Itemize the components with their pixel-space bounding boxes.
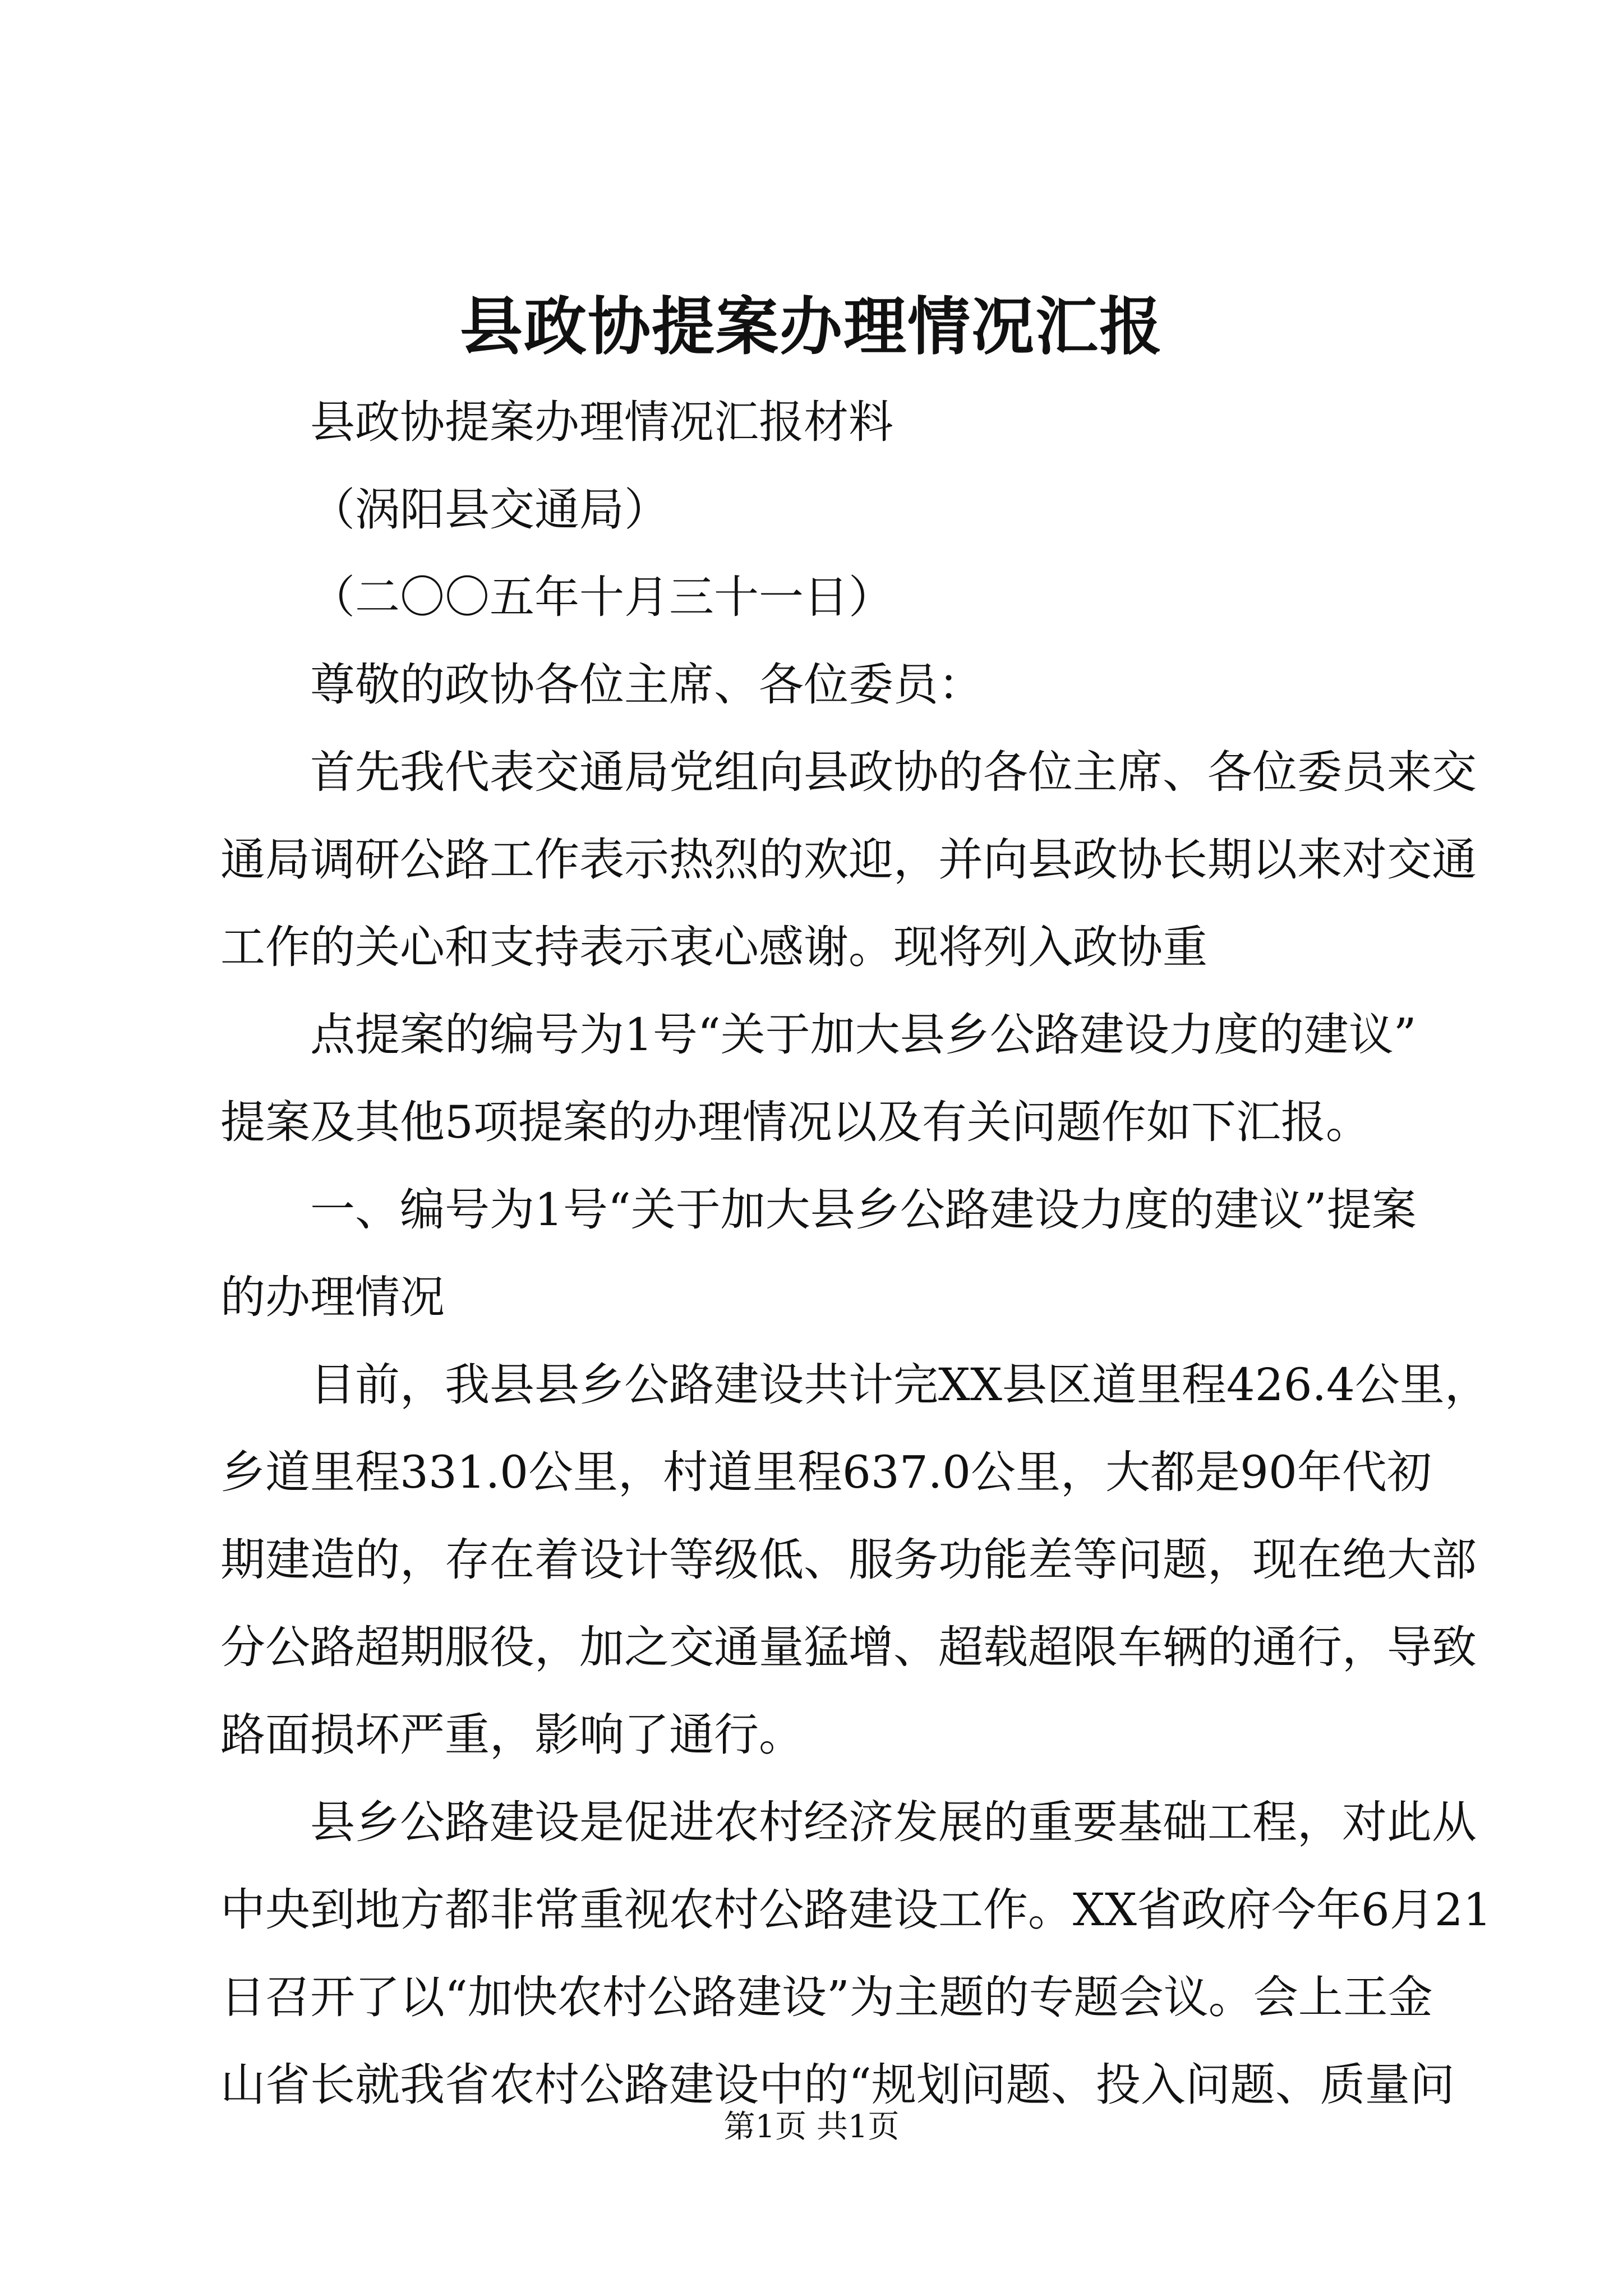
document-body [220, 379, 1492, 2129]
body-line: 首先我代表交通局党组向县政协的各位主席、各位委员来交 [310, 746, 1477, 798]
body-line: （二〇〇五年十月三十一日） [310, 571, 893, 623]
body-line: 的办理情况 [220, 1271, 445, 1323]
body-line: 通局调研公路工作表示热烈的欢迎，并向县政协长期以来对交通 [220, 834, 1477, 886]
page-footer: 第1页 共1页 [723, 2109, 900, 2145]
body-line: 县乡公路建设是促进农村经济发展的重要基础工程，对此从 [310, 1796, 1477, 1848]
body-line: 目前，我县县乡公路建设共计完XX县区道里程426.4公里， [310, 1359, 1490, 1411]
body-line: 点提案的编号为1号“关于加大县乡公路建设力度的建议” [310, 1009, 1417, 1061]
body-line: 提案及其他5项提案的办理情况以及有关问题作如下汇报。 [220, 1096, 1371, 1148]
body-line: 路面损坏严重，影响了通行。 [220, 1709, 804, 1761]
body-line: （涡阳县交通局） [310, 484, 669, 536]
body-line: 分公路超期服役，加之交通量猛增、超载超限车辆的通行，导致 [220, 1621, 1477, 1673]
body-line: 尊敬的政协各位主席、各位委员： [310, 659, 983, 711]
body-line: 山省长就我省农村公路建设中的“规划问题、投入问题、质量问 [220, 2059, 1455, 2111]
body-line: 中央到地方都非常重视农村公路建设工作。XX省政府今年6月21 [220, 1884, 1492, 1936]
document-title: 县政协提案办理情况汇报 [460, 290, 1163, 364]
body-line: 日召开了以“加快农村公路建设”为主题的专题会议。会上王金 [220, 1971, 1433, 2023]
body-line: 县政协提案办理情况汇报材料 [310, 396, 893, 448]
body-line: 期建造的，存在着设计等级低、服务功能差等问题，现在绝大部 [220, 1534, 1477, 1586]
body-line: 乡道里程331.0公里，村道里程637.0公里，大都是90年代初 [220, 1446, 1432, 1498]
body-line: 工作的关心和支持表示衷心感谢。现将列入政协重 [220, 921, 1207, 973]
body-line: 一、编号为1号“关于加大县乡公路建设力度的建议”提案 [310, 1184, 1417, 1236]
